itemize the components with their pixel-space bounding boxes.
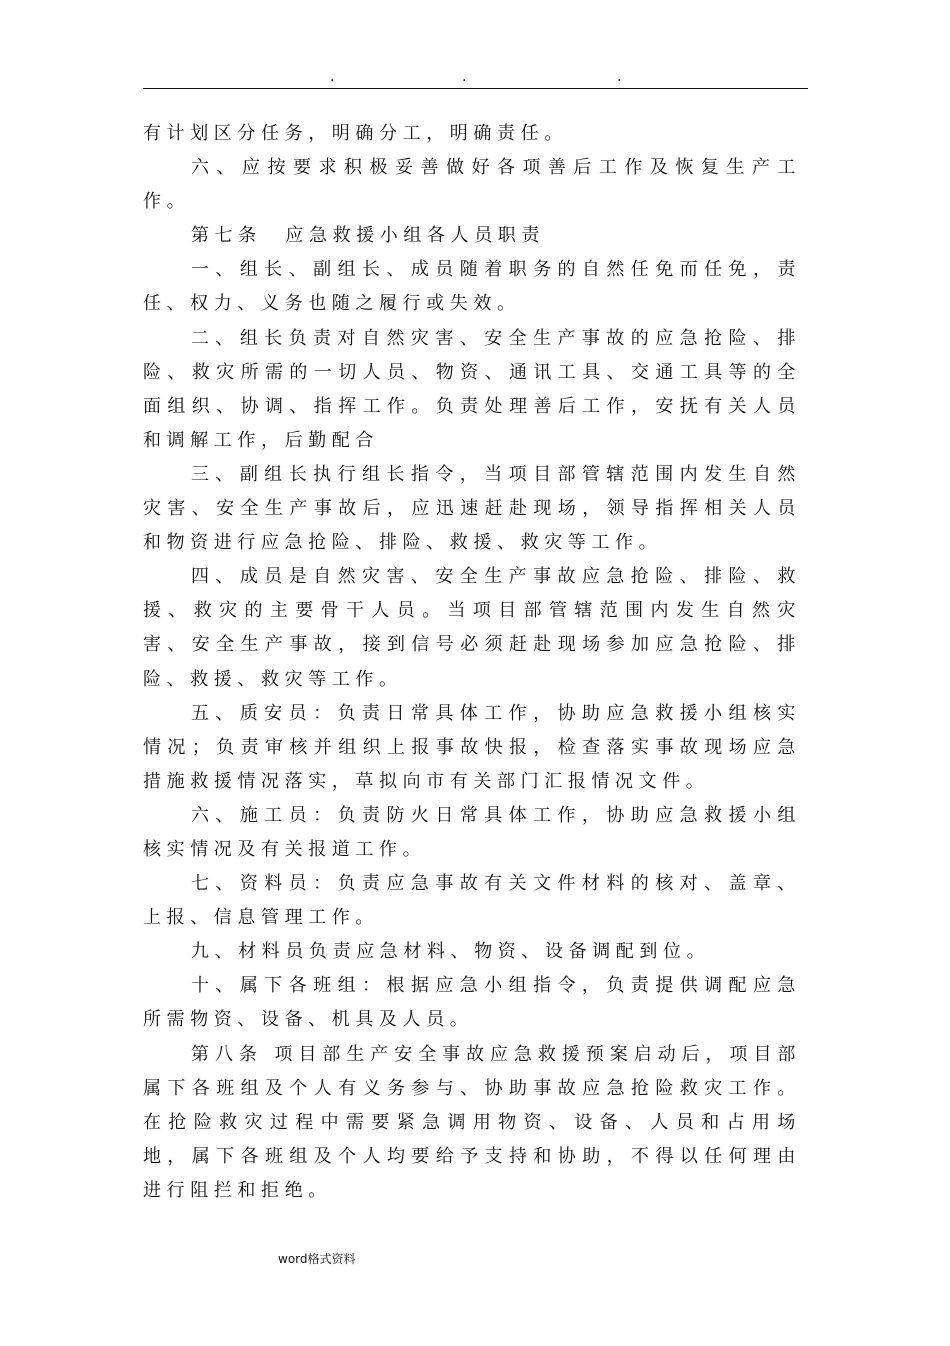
section-heading: 第七条 应急救援小组各人员职责 — [191, 225, 545, 247]
paragraph: 四、成员是自然灾害、安全生产事故应急抢险、排险、救援、救灾的主要骨干人员。当项目部管辖范围内发生自然灾害、安全生产事故，接到信号必须赶赴现场参加应急抢险、排险、救援、救灾等工作。 — [143, 566, 801, 690]
header-rule — [143, 88, 808, 89]
paragraph: 六、施工员：负责防火日常具体工作，协助应急救援小组核实情况及有关报道工作。 — [143, 804, 801, 860]
page-footer: word格式资料 — [278, 1252, 356, 1266]
paragraph: 七、资料员：负责应急事故有关文件材料的核对、盖章、上报、信息管理工作。 — [143, 873, 801, 929]
header-dot: . — [617, 69, 622, 85]
paragraph: 三、副组长执行组长指令，当项目部管辖范围内发生自然灾害、安全生产事故后，应迅速赶赴现场，领导指挥相关人员和物资进行应急抢险、排险、救援、救灾等工作。 — [143, 463, 801, 554]
header-dot: . — [462, 69, 467, 85]
document-body — [143, 117, 801, 1208]
header-dot: . — [330, 69, 335, 85]
section-heading: 第八条 项目部生产安全事故应急救援预案启动后，项目部属下各班组及个人有义务参与、协助事故应急抢险救灾工作。在抢险救灾过程中需要紧急调用物资、设备、人员和占用场地，属下各班组及个人均要给予支持和协助，不得以任何理由进行阻拦和拒绝。 — [143, 1043, 801, 1201]
paragraph: 有计划区分任务，明确分工，明确责任。 — [143, 123, 568, 144]
paragraph: 六、应按要求积极妥善做好各项善后工作及恢复生产工作。 — [143, 157, 801, 213]
paragraph: 一、组长、副组长、成员随着职务的自然任免而任免，责任、权力、义务也随之履行或失效。 — [143, 259, 801, 315]
paragraph: 九、材料员负责应急材料、物资、设备调配到位。 — [191, 941, 711, 963]
paragraph: 二、组长负责对自然灾害、安全生产事故的应急抢险、排险、救灾所需的一切人员、物资、通讯工具、交通工具等的全面组织、协调、指挥工作。负责处理善后工作，安抚有关人员和调解工作，后勤配合 — [143, 327, 801, 451]
page-header — [143, 70, 808, 88]
paragraph: 十、属下各班组：根据应急小组指令，负责提供调配应急所需物资、设备、机具及人员。 — [143, 975, 801, 1031]
paragraph: 五、质安员：负责日常具体工作，协助应急救援小组核实情况；负责审核并组织上报事故快报，检查落实事故现场应急措施救援情况落实，草拟向市有关部门汇报情况文件。 — [143, 702, 801, 792]
